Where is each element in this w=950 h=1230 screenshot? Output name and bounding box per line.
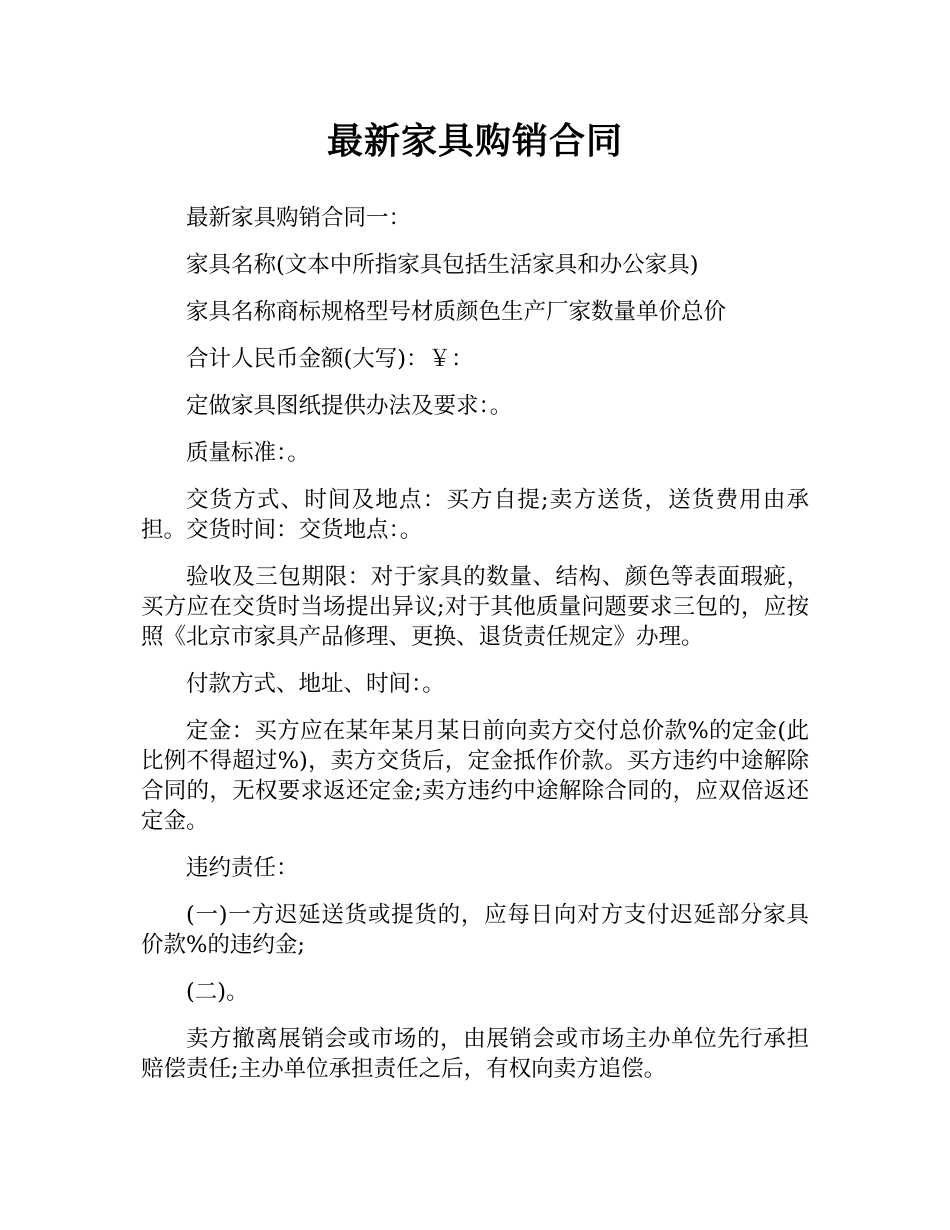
- paragraph: 定金：买方应在某年某月某日前向卖方交付总价款%的定金(此比例不得超过%)，卖方交货后，定金抵作价款。买方违约中途解除合同的，无权要求返还定金;卖方违约中途解除合同的，应双倍返还定金。: [141, 718, 809, 834]
- paragraph: 合计人民币金额(大写)：￥：: [186, 346, 474, 372]
- paragraph: 家具名称(文本中所指家具包括生活家具和办公家具): [186, 252, 699, 278]
- paragraph: 付款方式、地址、时间：。: [186, 671, 445, 697]
- paragraph: (一)一方迟延送货或提货的，应每日向对方支付迟延部分家具价款%的违约金;: [141, 902, 809, 958]
- paragraph: 家具名称商标规格型号材质颜色生产厂家数量单价总价: [186, 299, 727, 325]
- paragraph: 质量标准：。: [186, 440, 310, 466]
- paragraph: 违约责任：: [186, 855, 299, 881]
- paragraph: 验收及三包期限：对于家具的数量、结构、颜色等表面瑕疵，买方应在交货时当场提出异议;对于其他质量问题要求三包的，应按照《北京市家具产品修理、更换、退货责任规定》办理。: [141, 564, 809, 650]
- document-title: 最新家具购销合同: [326, 121, 623, 162]
- document-body: [141, 203, 809, 1101]
- paragraph: (二)。: [186, 979, 249, 1005]
- paragraph: 卖方撤离展销会或市场的，由展销会或市场主办单位先行承担赔偿责任;主办单位承担责任之后，有权向卖方追偿。: [141, 1026, 809, 1082]
- paragraph: 交货方式、时间及地点：买方自提;卖方送货，送货费用由承担。交货时间：交货地点：。: [141, 487, 809, 543]
- paragraph: 定做家具图纸提供办法及要求：。: [186, 393, 513, 419]
- paragraph: 最新家具购销合同一：: [186, 205, 412, 231]
